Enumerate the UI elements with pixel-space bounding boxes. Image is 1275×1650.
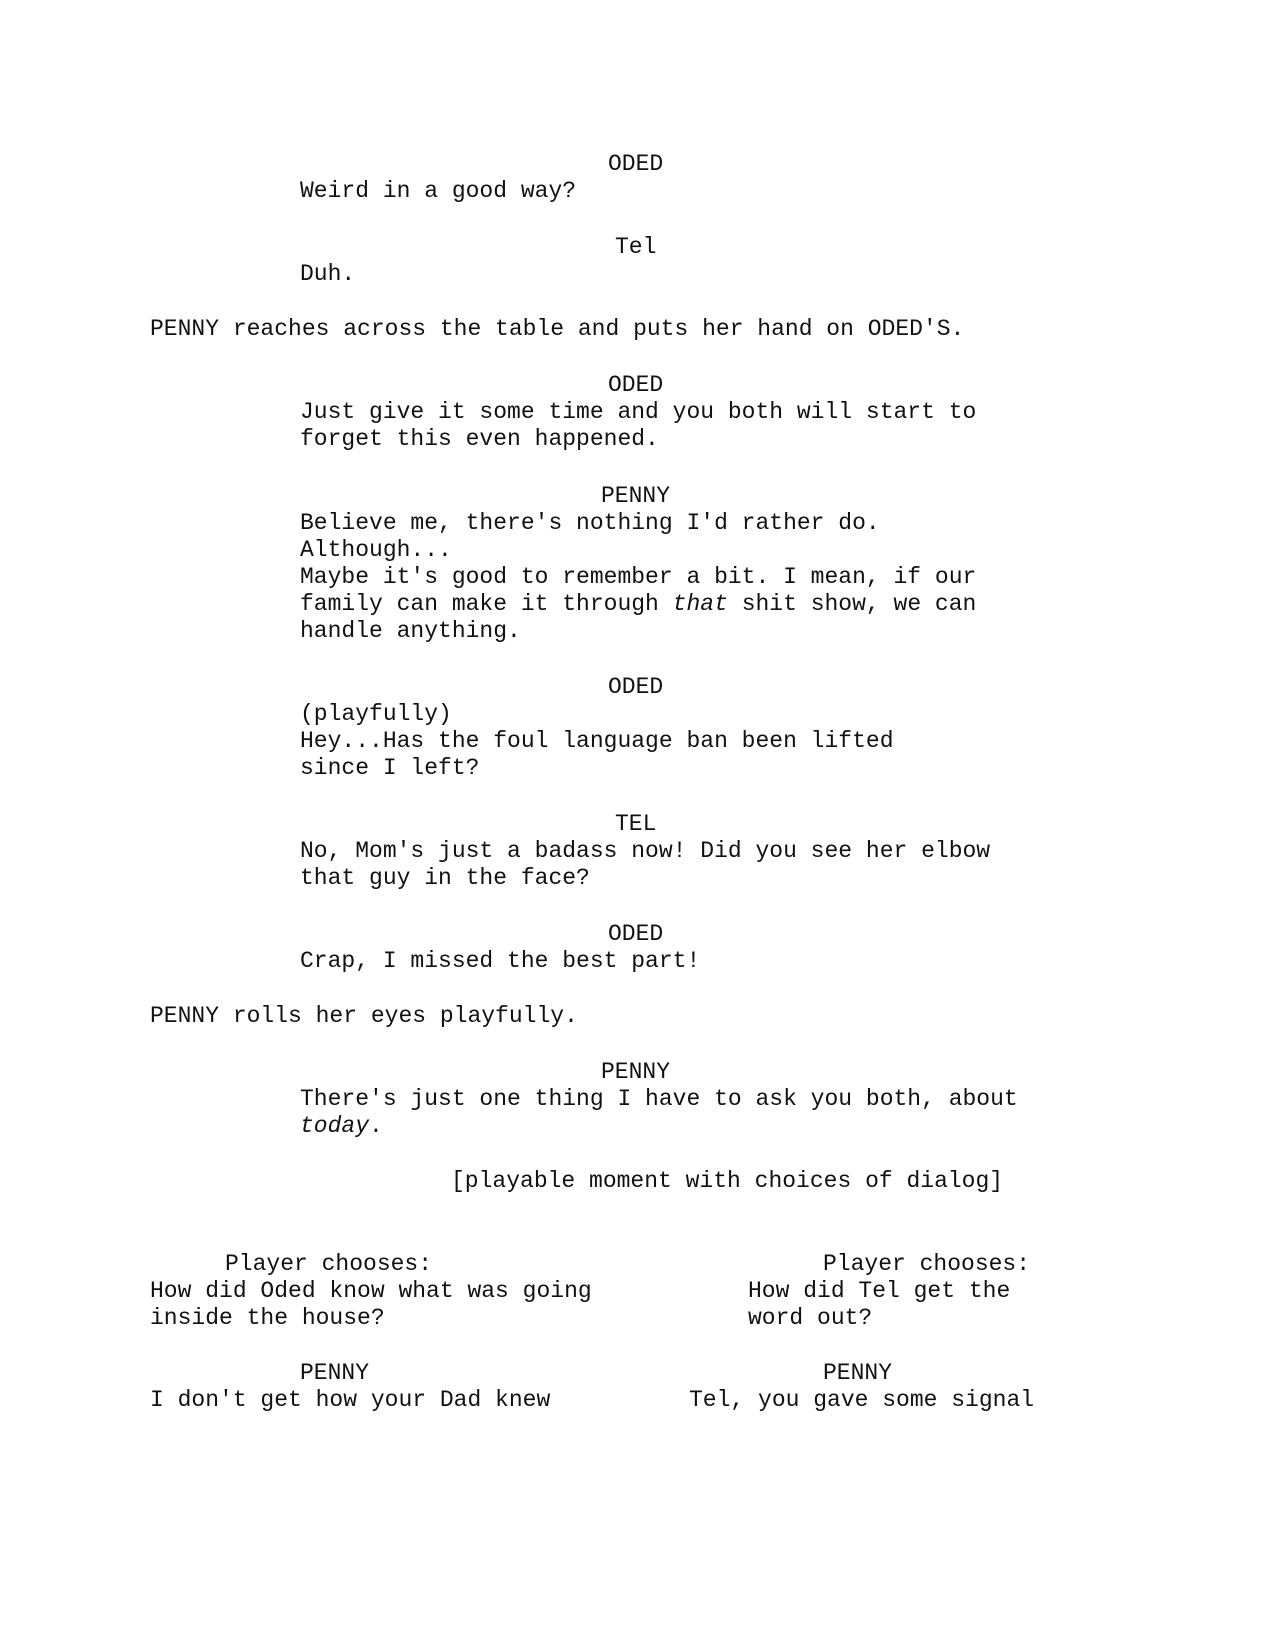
dialogue-text: .	[369, 1113, 383, 1139]
dialogue-line	[300, 591, 976, 618]
choice-dialogue-left: I don't get how your Dad knew	[150, 1387, 551, 1413]
dialogue-line	[300, 1113, 383, 1140]
dialogue-line: that guy in the face?	[300, 865, 590, 891]
dialogue-line: forget this even happened.	[300, 426, 659, 452]
dialogue-line: Duh.	[300, 261, 356, 287]
choice-header-left: Player chooses:	[225, 1251, 433, 1277]
dialogue-line: Maybe it's good to remember a bit. I mean, if our	[300, 564, 977, 590]
choice-character-right: PENNY	[823, 1360, 893, 1386]
dialogue-text: shit show, we can	[727, 591, 977, 617]
character-name: Tel	[615, 234, 657, 260]
emphasis-text: that	[672, 591, 728, 617]
dialogue-line: Weird in a good way?	[300, 178, 577, 204]
dialogue-text: family can make it through	[300, 591, 673, 617]
parenthetical: (playfully)	[300, 701, 452, 727]
choice-header-right: Player chooses:	[823, 1251, 1031, 1277]
emphasis-text: today	[300, 1113, 370, 1139]
character-name: PENNY	[601, 483, 671, 509]
choice-line-left: How did Oded know what was going	[150, 1278, 592, 1304]
choice-dialogue-right: Tel, you gave some signal	[689, 1387, 1035, 1413]
dialogue-line: since I left?	[300, 755, 480, 781]
dialogue-line: No, Mom's just a badass now! Did you see her elbow	[300, 838, 991, 864]
dialogue-line: Believe me, there's nothing I'd rather do.	[300, 510, 880, 536]
dialogue-line: Hey...Has the foul language ban been lifted	[300, 728, 894, 754]
dialogue-line: Although...	[300, 537, 452, 563]
dialogue-line: Crap, I missed the best part!	[300, 948, 701, 974]
playable-note: [playable moment with choices of dialog]	[451, 1168, 1004, 1194]
character-name: PENNY	[601, 1059, 671, 1085]
dialogue-line: Just give it some time and you both will start to	[300, 399, 977, 425]
dialogue-line: handle anything.	[300, 618, 521, 644]
action-line: PENNY rolls her eyes playfully.	[150, 1003, 578, 1029]
character-name: TEL	[615, 811, 657, 837]
character-name: ODED	[608, 921, 664, 947]
character-name: ODED	[608, 151, 664, 177]
action-line: PENNY reaches across the table and puts her hand on ODED'S.	[150, 316, 965, 342]
choice-line-left: inside the house?	[150, 1305, 385, 1331]
dialogue-line: There's just one thing I have to ask you both, about	[300, 1086, 1018, 1112]
choice-line-right: word out?	[748, 1305, 873, 1331]
choice-character-left: PENNY	[300, 1360, 370, 1386]
choice-line-right: How did Tel get the	[748, 1278, 1011, 1304]
character-name: ODED	[608, 674, 664, 700]
character-name: ODED	[608, 372, 664, 398]
